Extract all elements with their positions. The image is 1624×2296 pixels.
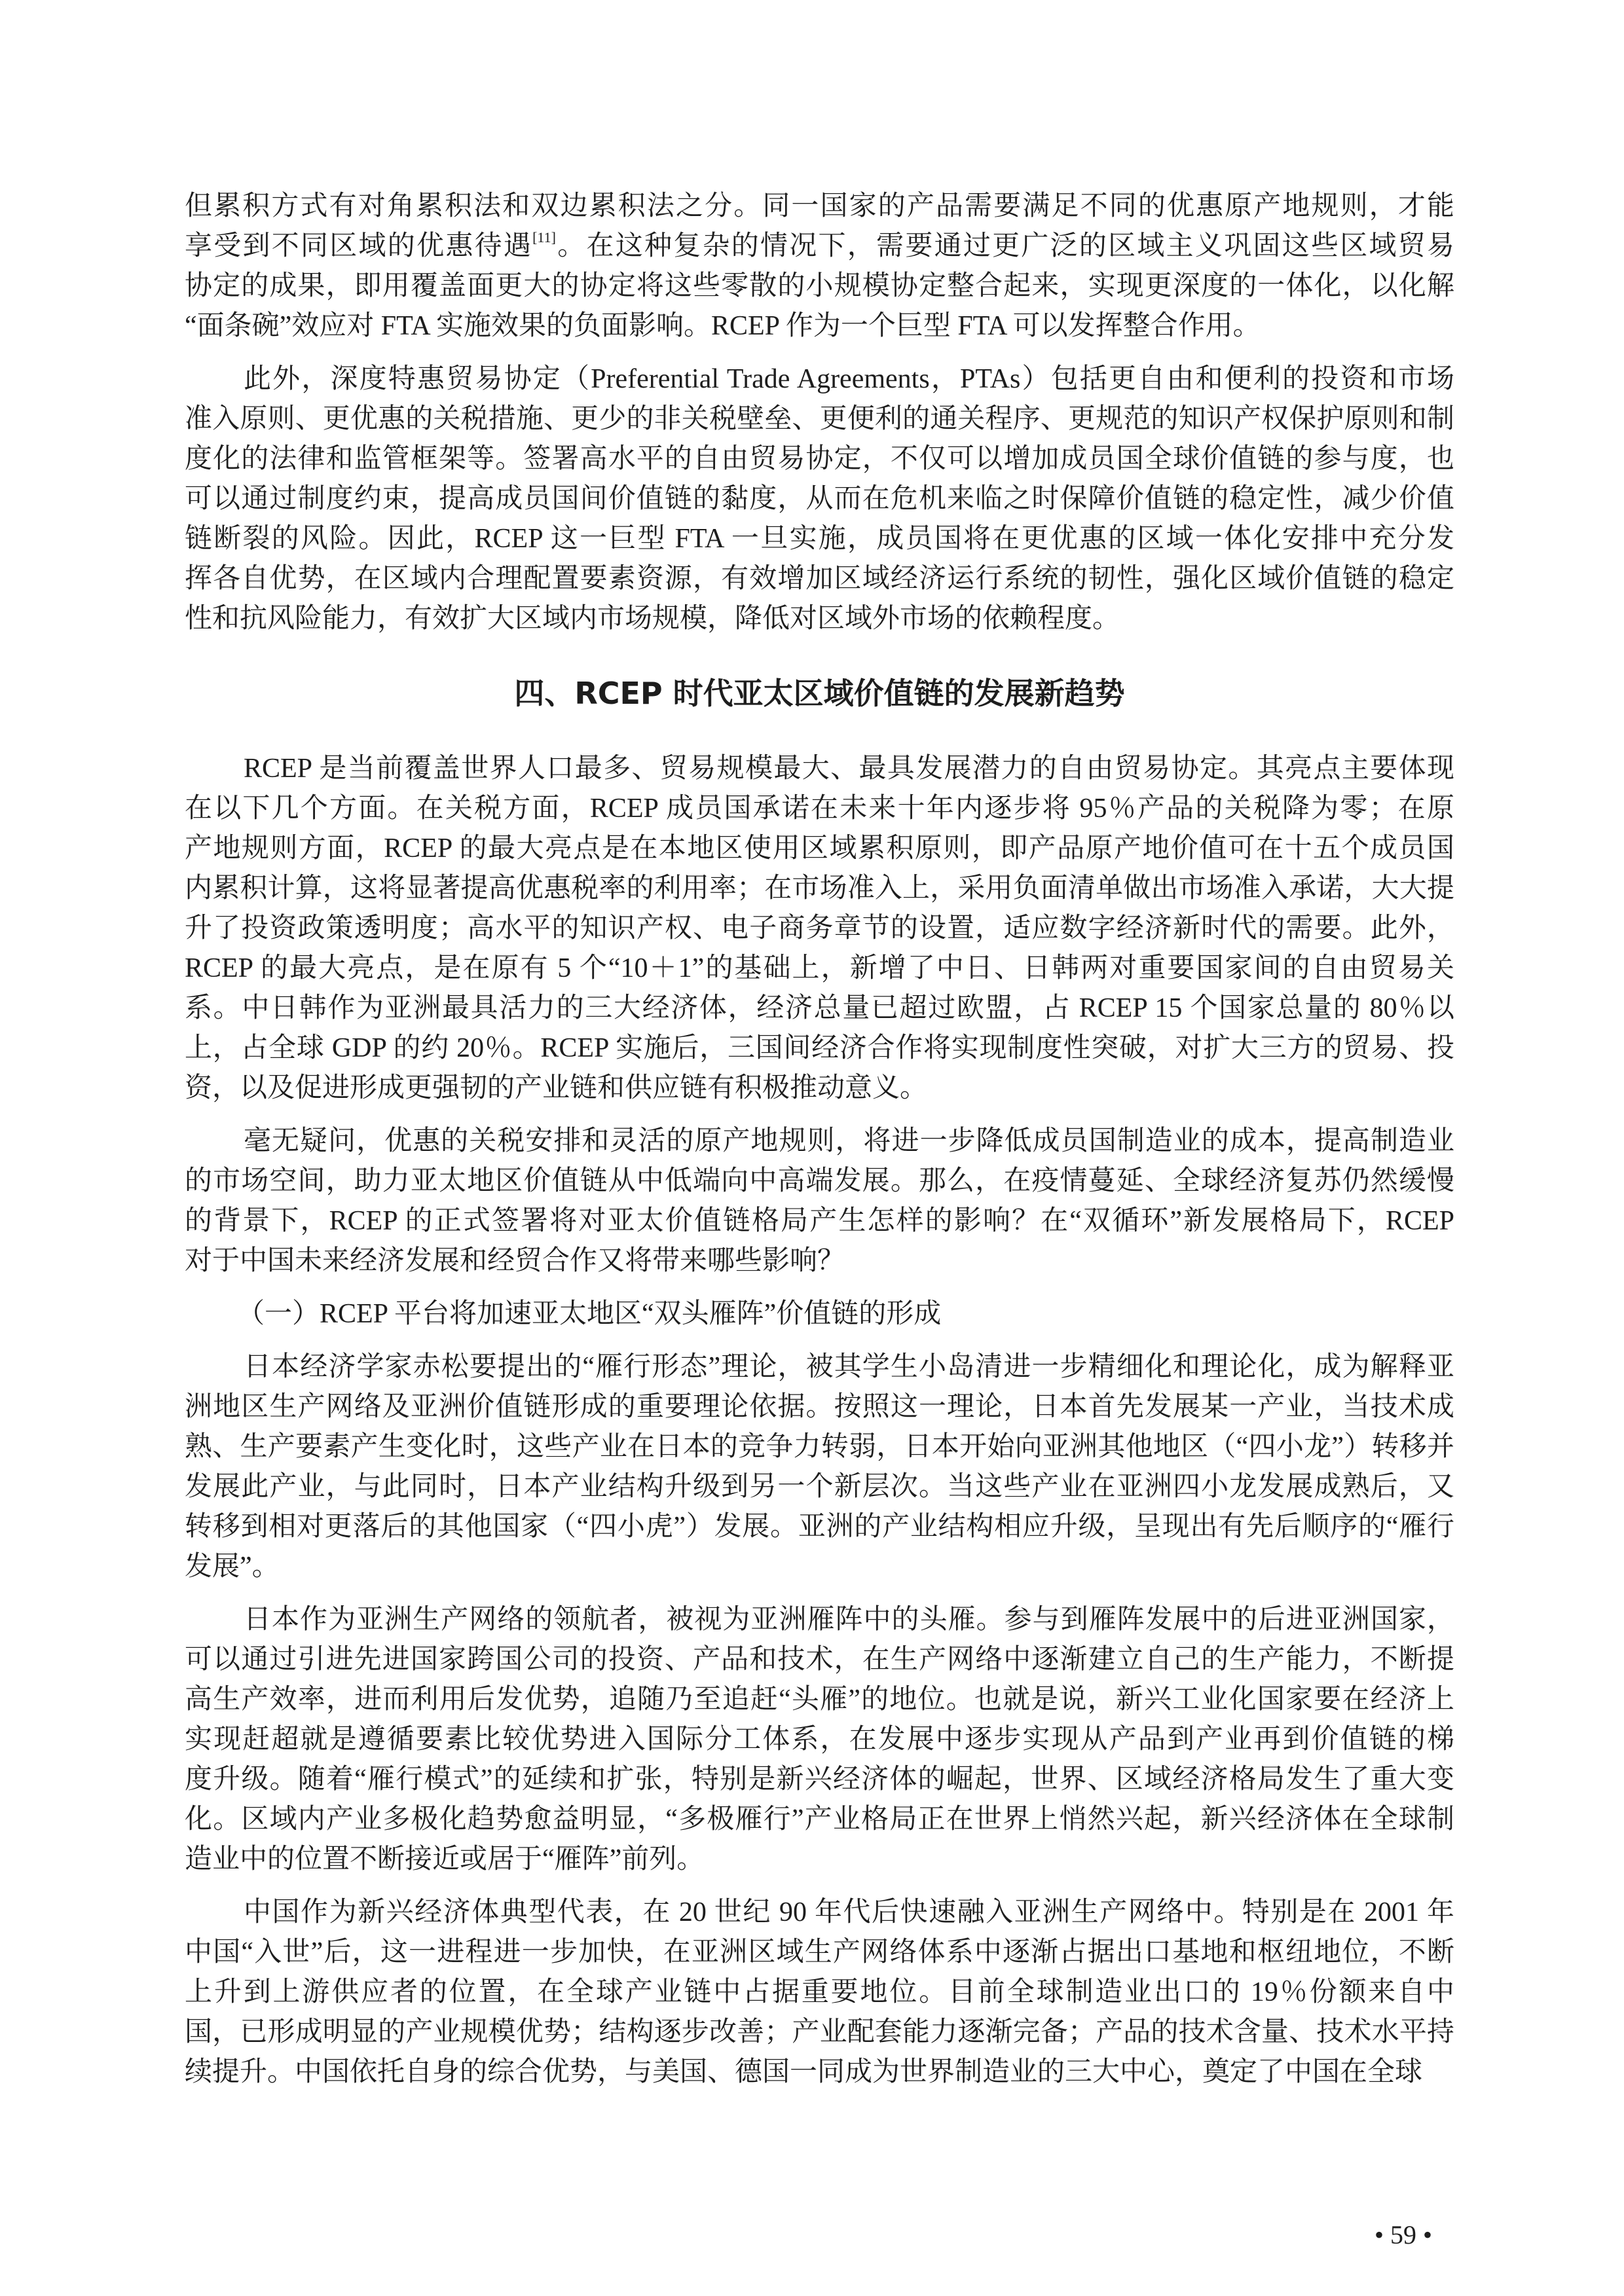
text-line: 转移到相对更落后的其他国家（“四小虎”）发展。亚洲的产业结构相应升级，呈现出有先后顺序的“雁行 bbox=[185, 1512, 1454, 1542]
text-line: 度化的法律和监管框架等。签署高水平的自由贸易协定，不仅可以增加成员国全球价值链的参与度，也 bbox=[185, 444, 1454, 474]
text-line: 上，占全球 GDP 的约 20％。RCEP 实施后，三国间经济合作将实现制度性突破，对扩大三方的贸易、投 bbox=[185, 1033, 1454, 1063]
article-body bbox=[185, 187, 1454, 2092]
text-line: 日本经济学家赤松要提出的“雁行形态”理论，被其学生小岛清进一步精细化和理论化，成为解释亚 bbox=[244, 1352, 1454, 1382]
text-line: 发展此产业，与此同时，日本产业结构升级到另一个新层次。当这些产业在亚洲四小龙发展成熟后，又 bbox=[185, 1472, 1454, 1502]
text-line: 上升到上游供应者的位置，在全球产业链中占据重要地位。目前全球制造业出口的 19％份额来自中 bbox=[185, 1977, 1454, 2007]
paragraph bbox=[185, 1347, 1454, 1587]
section-heading: 四、RCEP 时代亚太区域价值链的发展新趋势 bbox=[514, 676, 1125, 711]
paragraph bbox=[185, 1600, 1454, 1880]
paragraph bbox=[185, 187, 1454, 346]
text-line: 准入原则、更优惠的关税措施、更少的非关税壁垒、更便利的通关程序、更规范的知识产权保护原则和制 bbox=[185, 404, 1454, 434]
text-line: 续提升。中国依托自身的综合优势，与美国、德国一同成为世界制造业的三大中心，奠定了中国在全球 bbox=[185, 2057, 1423, 2087]
text-line: 中国“入世”后，这一进程进一步加快，在亚洲区域生产网络体系中逐渐占据出口基地和枢纽地位，不断 bbox=[185, 1937, 1454, 1967]
text-line bbox=[185, 227, 1454, 266]
text-line: 但累积方式有对角累积法和双边累积法之分。同一国家的产品需要满足不同的优惠原产地规则，才能 bbox=[185, 191, 1454, 221]
paragraph bbox=[185, 1893, 1454, 2092]
text-line: 性和抗风险能力，有效扩大区域内市场规模，降低对区域外市场的依赖程度。 bbox=[185, 604, 1120, 634]
text-line: 日本作为亚洲生产网络的领航者，被视为亚洲雁阵中的头雁。参与到雁阵发展中的后进亚洲国家， bbox=[244, 1605, 1454, 1635]
text-line: 化。区域内产业多极化趋势愈益明显，“多极雁行”产业格局正在世界上悄然兴起，新兴经济体在全球制 bbox=[185, 1804, 1454, 1834]
text-line: 度升级。随着“雁行模式”的延续和扩张，特别是新兴经济体的崛起，世界、区域经济格局发生了重大变 bbox=[185, 1764, 1454, 1795]
text-line: 此外，深度特惠贸易协定（Preferential Trade Agreements，PTAs）包括更自由和便利的投资和市场 bbox=[244, 364, 1454, 394]
text-line: 国，已形成明显的产业规模优势；结构逐步改善；产业配套能力逐渐完备；产品的技术含量、技术水平持 bbox=[185, 2017, 1454, 2047]
text-line: 熟、生产要素产生变化时，这些产业在日本的竞争力转弱，日本开始向亚洲其他地区（“四小龙”）转移并 bbox=[185, 1432, 1454, 1462]
text-line: 协定的成果，即用覆盖面更大的协定将这些零散的小规模协定整合起来，实现更深度的一体化，以化解 bbox=[185, 271, 1454, 301]
text-line: 对于中国未来经济发展和经贸合作又将带来哪些影响？ bbox=[185, 1246, 845, 1276]
subsection-heading: （一）RCEP 平台将加速亚太地区“双头雁阵”价值链的形成 bbox=[237, 1299, 942, 1329]
text-line: 内累积计算，这将显著提高优惠税率的利用率；在市场准入上，采用负面清单做出市场准入承诺，大大提 bbox=[185, 873, 1454, 903]
paragraph bbox=[185, 749, 1454, 1108]
paragraph bbox=[185, 359, 1454, 639]
page-number: • 59 • bbox=[1374, 2220, 1432, 2250]
text-line: 资，以及促进形成更强韧的产业链和供应链有积极推动意义。 bbox=[185, 1073, 928, 1103]
text-segment: 。在这种复杂的情况下，需要通过更广泛的区域主义巩固这些区域贸易 bbox=[555, 231, 1454, 261]
text-line: 发展”。 bbox=[185, 1552, 280, 1582]
text-line: 可以通过引进先进国家跨国公司的投资、产品和技术，在生产网络中逐渐建立自己的生产能力，不断提 bbox=[185, 1645, 1454, 1675]
text-line: 毫无疑问，优惠的关税安排和灵活的原产地规则，将进一步降低成员国制造业的成本，提高制造业 bbox=[244, 1126, 1454, 1156]
text-line: 高生产效率，进而利用后发优势，追随乃至追赶“头雁”的地位。也就是说，新兴工业化国家要在经济上 bbox=[185, 1685, 1454, 1715]
citation-ref: [11] bbox=[532, 229, 556, 246]
text-line: 系。中日韩作为亚洲最具活力的三大经济体，经济总量已超过欧盟，占 RCEP 15 个国家总量的 80％以 bbox=[185, 993, 1454, 1023]
text-line: RCEP 的最大亮点，是在原有 5 个“10＋1”的基础上，新增了中日、日韩两对重要国家间的自由贸易关 bbox=[185, 953, 1454, 983]
text-line: 的市场空间，助力亚太地区价值链从中低端向中高端发展。那么，在疫情蔓延、全球经济复苏仍然缓慢 bbox=[185, 1166, 1454, 1196]
text-segment: 享受到不同区域的优惠待遇 bbox=[185, 231, 533, 261]
text-line: 的背景下，RCEP 的正式签署将对亚太价值链格局产生怎样的影响？在“双循环”新发展格局下，RCEP bbox=[185, 1206, 1454, 1236]
text-line: 中国作为新兴经济体典型代表，在 20 世纪 90 年代后快速融入亚洲生产网络中。特别是在 2001 年 bbox=[244, 1897, 1454, 1927]
text-line: 实现赶超就是遵循要素比较优势进入国际分工体系，在发展中逐步实现从产品到产业再到价值链的梯 bbox=[185, 1724, 1454, 1755]
text-line: 升了投资政策透明度；高水平的知识产权、电子商务章节的设置，适应数字经济新时代的需要。此外， bbox=[185, 913, 1454, 943]
text-line: 造业中的位置不断接近或居于“雁阵”前列。 bbox=[185, 1844, 705, 1874]
paragraph bbox=[185, 1121, 1454, 1281]
text-line: 挥各自优势，在区域内合理配置要素资源，有效增加区域经济运行系统的韧性，强化区域价值链的稳定 bbox=[185, 564, 1454, 594]
text-line: 可以通过制度约束，提高成员国间价值链的黏度，从而在危机来临之时保障价值链的稳定性，减少价值 bbox=[185, 484, 1454, 514]
text-line: 在以下几个方面。在关税方面，RCEP 成员国承诺在未来十年内逐步将 95％产品的关税降为零；在原 bbox=[185, 793, 1454, 824]
text-line: 洲地区生产网络及亚洲价值链形成的重要理论依据。按照这一理论，日本首先发展某一产业，当技术成 bbox=[185, 1392, 1454, 1422]
text-line: 产地规则方面，RCEP 的最大亮点是在本地区使用区域累积原则，即产品原产地价值可在十五个成员国 bbox=[185, 833, 1454, 864]
text-line: “面条碗”效应对 FTA 实施效果的负面影响。RCEP 作为一个巨型 FTA 可以发挥整合作用。 bbox=[185, 311, 1261, 341]
text-line: 链断裂的风险。因此，RCEP 这一巨型 FTA 一旦实施，成员国将在更优惠的区域一体化安排中充分发 bbox=[185, 524, 1454, 554]
text-line: RCEP 是当前覆盖世界人口最多、贸易规模最大、最具发展潜力的自由贸易协定。其亮点主要体现 bbox=[244, 754, 1454, 784]
